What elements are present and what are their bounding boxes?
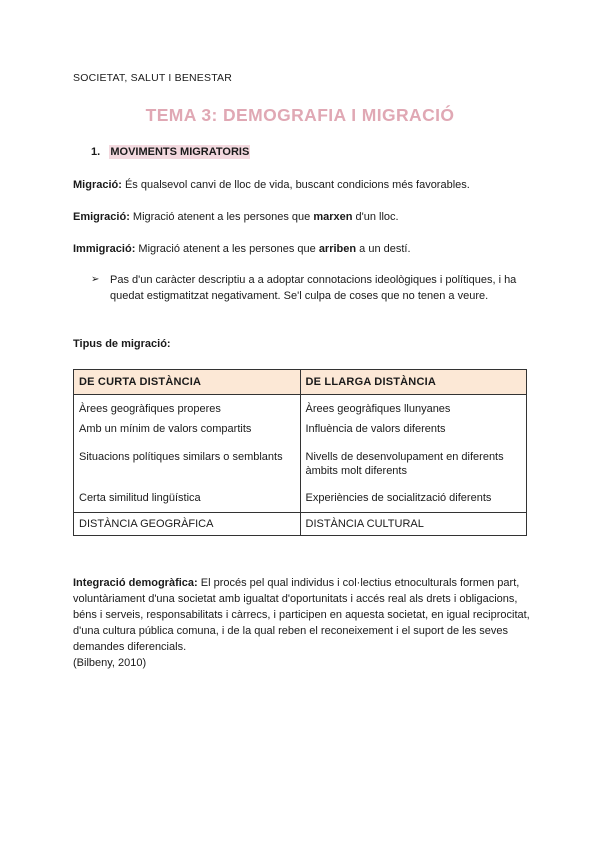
arrow-bullet-icon: ➢ bbox=[91, 274, 100, 285]
table-row bbox=[74, 395, 527, 423]
table-cell: Àrees geogràfiques properes bbox=[74, 395, 301, 423]
table-cell: Amb un mínim de valors compartits bbox=[74, 422, 301, 450]
section-number: 1. bbox=[91, 146, 101, 158]
subject-header: SOCIETAT, SALUT I BENESTAR bbox=[73, 72, 233, 84]
table-header-row bbox=[74, 370, 527, 395]
table-cell: Experiències de socialització diferents bbox=[300, 491, 527, 513]
section-label: MOVIMENTS MIGRATORIS bbox=[110, 146, 250, 158]
definition-term: Immigració bbox=[73, 243, 132, 255]
definition-term: Integració demogràfica: bbox=[73, 577, 198, 589]
table-header-cell: DE CURTA DISTÀNCIA bbox=[74, 370, 301, 395]
citation: (Bilbeny, 2010) bbox=[73, 657, 147, 669]
definition-emigracio: Emigració: Migració atenent a les persones que marxen d'un lloc. bbox=[73, 211, 399, 223]
definition-text-pre: Migració atenent a les persones que bbox=[132, 211, 314, 223]
page-title: TEMA 3: DEMOGRAFIA I MIGRACIÓ bbox=[145, 105, 455, 125]
table-footer-cell: DISTÀNCIA CULTURAL bbox=[300, 513, 527, 536]
table-footer-row bbox=[74, 513, 527, 536]
table-row bbox=[74, 450, 527, 491]
definition-text-post: a un destí. bbox=[356, 243, 411, 255]
table-cell: Àrees geogràfiques llunyanes bbox=[300, 395, 527, 423]
bullet-text: Pas d'un caràcter descriptiu a a adoptar connotacions ideològiques i polítiques, i ha quedat estigmatitzat negativament. Se'l culpa de coses que no tenen a veure. bbox=[110, 274, 517, 302]
table-row bbox=[74, 422, 527, 450]
definition-emphasis: arriben bbox=[318, 243, 357, 255]
definition-text: El procés pel qual individus i col·lectius etnoculturals formen part, voluntàriament d'una societat amb igualtat d'oportunitats i accés real als drets i obligacions, béns i serveis, responsabilitats i càrrecs, i participen en aquesta societat, en igual reciprocitat, d'una cultura pública comuna, i de la qual reben el reconeixement i el suport de les seves demandes diferencials. bbox=[73, 577, 530, 653]
definition-emphasis: marxen bbox=[313, 211, 353, 223]
table-caption: Tipus de migració: bbox=[73, 338, 171, 350]
definition-migracio: Migració: És qualsevol canvi de lloc de vida, buscant condicions més favorables. bbox=[73, 179, 470, 191]
table-footer-cell: DISTÀNCIA GEOGRÀFICA bbox=[74, 513, 301, 536]
definition-text: És qualsevol canvi de lloc de vida, buscant condicions més favorables. bbox=[124, 179, 470, 191]
definition-text-pre: Migració atenent a les persones que bbox=[138, 243, 319, 255]
definition-term: Migració bbox=[73, 179, 119, 191]
definition-text-post: d'un lloc. bbox=[352, 211, 399, 223]
migration-types-table bbox=[73, 369, 527, 536]
table-cell: Nivells de desenvolupament en diferents àmbits molt diferents bbox=[300, 450, 527, 491]
section-heading bbox=[91, 146, 250, 158]
table-cell: Certa similitud lingüística bbox=[74, 491, 301, 513]
integration-definition bbox=[73, 575, 535, 671]
table-cell: Situacions polítiques similars o semblants bbox=[74, 450, 301, 491]
table-row bbox=[74, 491, 527, 513]
table-cell: Influència de valors diferents bbox=[300, 422, 527, 450]
table-header-cell: DE LLARGA DISTÀNCIA bbox=[300, 370, 527, 395]
definition-term: Emigració bbox=[73, 211, 127, 223]
definition-immigracio: Immigració: Migració atenent a les persones que arriben a un destí. bbox=[73, 243, 411, 255]
